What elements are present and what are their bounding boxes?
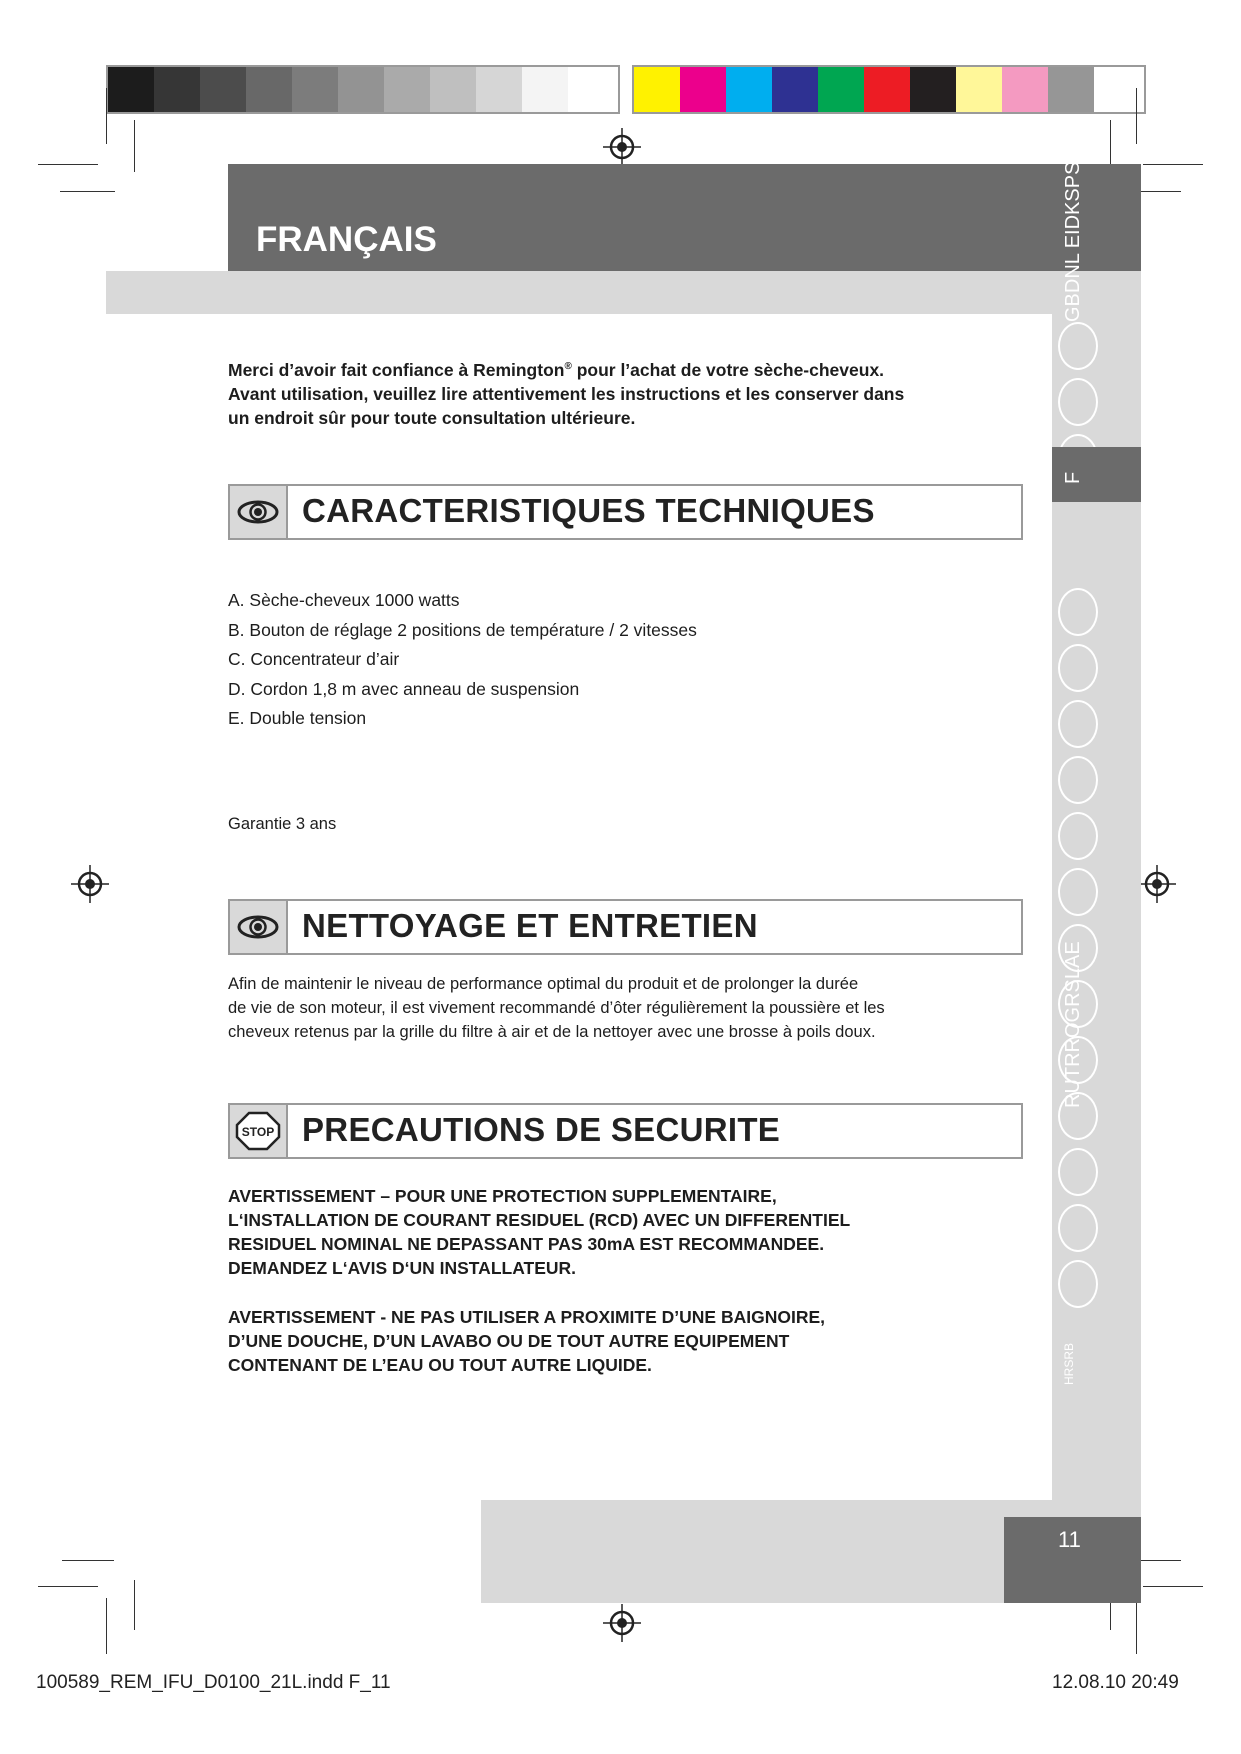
crop-mark	[106, 88, 107, 144]
grey-swatch	[200, 67, 246, 112]
grey-swatch	[384, 67, 430, 112]
crop-mark	[1136, 1598, 1137, 1654]
grey-swatch	[476, 67, 522, 112]
crop-mark	[106, 1598, 107, 1654]
crop-mark	[134, 1580, 135, 1630]
grey-swatch	[154, 67, 200, 112]
color-swatch	[1002, 67, 1048, 112]
warning-line: RESIDUEL NOMINAL NE DEPASSANT PAS 30mA EST RECOMMANDEE.	[228, 1234, 825, 1254]
grey-swatch	[292, 67, 338, 112]
page-title: FRANÇAIS	[256, 220, 437, 259]
warning-line: DEMANDEZ L‘AVIS D‘UN INSTALLATEUR.	[228, 1258, 577, 1278]
crop-mark	[1143, 164, 1203, 165]
page-number: 11	[1058, 1527, 1081, 1552]
section-icon-cell	[230, 1105, 288, 1157]
language-codes-middle: RUTRROGRSLAE	[1062, 941, 1084, 1108]
language-tab-oval[interactable]	[1058, 588, 1098, 636]
registration-mark-icon	[603, 128, 641, 166]
language-tab-oval[interactable]	[1058, 700, 1098, 748]
registration-mark-icon	[1138, 865, 1176, 903]
process-color-bar	[632, 65, 1146, 114]
section-header-specs	[228, 484, 1023, 540]
color-swatch	[864, 67, 910, 112]
spec-item: B. Bouton de réglage 2 positions de température / 2 vitesses	[228, 619, 697, 640]
language-tab-oval[interactable]	[1058, 1260, 1098, 1308]
grey-swatch	[246, 67, 292, 112]
language-tab-oval[interactable]	[1058, 644, 1098, 692]
language-codes-bottom: HRSRB	[1062, 1342, 1076, 1385]
specs-list	[228, 588, 697, 736]
language-codes-top: GBDNL EIDKSPSKCZ	[1062, 121, 1084, 322]
warning-line: AVERTISSEMENT - NE PAS UTILISER A PROXIMITE D’UNE BAIGNOIRE,	[228, 1307, 825, 1327]
crop-mark	[60, 191, 115, 192]
crop-mark	[38, 164, 98, 165]
section-header-cleaning	[228, 899, 1023, 955]
crop-mark	[62, 1560, 114, 1561]
cleaning-line: de vie de son moteur, il est vivement recommandé d’ôter régulièrement la poussière et les	[228, 999, 885, 1017]
language-code-active[interactable]: F	[1062, 471, 1084, 484]
language-tab-strip	[1052, 164, 1141, 1514]
stop-icon-label: STOP	[241, 1125, 275, 1139]
language-tab-oval[interactable]	[1058, 378, 1098, 426]
stop-icon	[235, 1111, 281, 1151]
cleaning-paragraph	[228, 972, 885, 1044]
crop-mark	[134, 120, 135, 172]
color-swatch	[910, 67, 956, 112]
registration-mark-icon	[71, 865, 109, 903]
section-title: CARACTERISTIQUES TECHNIQUES	[302, 492, 875, 529]
registered-mark: ®	[564, 361, 572, 372]
section-title: PRECAUTIONS DE SECURITE	[302, 1111, 781, 1148]
color-swatch	[818, 67, 864, 112]
footer-datetime: 12.08.10 20:49	[1052, 1672, 1179, 1693]
header-grey-band	[106, 271, 1052, 314]
intro-text: pour l’achat de votre sèche-cheveux.	[571, 359, 885, 380]
color-swatch	[772, 67, 818, 112]
grey-swatch	[108, 67, 154, 112]
grey-swatch	[430, 67, 476, 112]
crop-mark	[1136, 88, 1137, 144]
page-number-box	[1004, 1517, 1141, 1603]
spec-item: A. Sèche-cheveux 1000 watts	[228, 590, 460, 610]
spec-item: C. Concentrateur d’air	[228, 649, 400, 669]
language-tab-oval[interactable]	[1058, 812, 1098, 860]
intro-paragraph	[228, 355, 1008, 430]
eye-icon	[236, 498, 280, 526]
section-header-safety	[228, 1103, 1023, 1159]
warning-rcd	[228, 1184, 1028, 1280]
color-swatch	[1048, 67, 1094, 112]
spec-item: E. Double tension	[228, 708, 367, 728]
section-icon-cell	[230, 486, 288, 538]
page-header	[228, 164, 1141, 271]
section-title: NETTOYAGE ET ENTRETIEN	[302, 907, 758, 944]
color-swatch	[634, 67, 680, 112]
crop-mark	[38, 1586, 98, 1587]
language-tab-oval[interactable]	[1058, 1204, 1098, 1252]
greyscale-color-bar	[106, 65, 620, 114]
spec-item: D. Cordon 1,8 m avec anneau de suspension	[228, 678, 580, 699]
footer-file-info: 100589_REM_IFU_D0100_21L.indd F_11	[36, 1672, 391, 1693]
cleaning-line: Afin de maintenir le niveau de performance optimal du produit et de prolonger la durée	[228, 975, 859, 993]
warning-line: L‘INSTALLATION DE COURANT RESIDUEL (RCD) AVEC UN DIFFERENTIEL	[228, 1210, 851, 1230]
language-tab-oval[interactable]	[1058, 868, 1098, 916]
intro-text: un endroit sûr pour toute consultation ultérieure.	[228, 407, 636, 428]
color-swatch	[726, 67, 772, 112]
warranty-text: Garantie 3 ans	[228, 815, 337, 833]
crop-mark	[1143, 1586, 1203, 1587]
cleaning-line: cheveux retenus par la grille du filtre à air et de la nettoyer avec une brosse à poils doux.	[228, 1023, 876, 1041]
language-tab-oval[interactable]	[1058, 756, 1098, 804]
warning-water	[228, 1305, 1028, 1377]
intro-text: Merci d’avoir fait confiance à Remington	[228, 359, 565, 380]
language-tab-oval[interactable]	[1058, 322, 1098, 370]
color-swatch	[680, 67, 726, 112]
warning-line: AVERTISSEMENT – POUR UNE PROTECTION SUPPLEMENTAIRE,	[228, 1186, 777, 1206]
warning-line: CONTENANT DE L’EAU OU TOUT AUTRE LIQUIDE.	[228, 1355, 652, 1375]
grey-swatch	[338, 67, 384, 112]
grey-swatch	[522, 67, 568, 112]
intro-text: Avant utilisation, veuillez lire attentivement les instructions et les conserver dans	[228, 383, 905, 404]
section-icon-cell	[230, 901, 288, 953]
eye-icon	[236, 913, 280, 941]
warning-line: D’UNE DOUCHE, D’UN LAVABO OU DE TOUT AUTRE EQUIPEMENT	[228, 1331, 790, 1351]
registration-mark-icon	[603, 1604, 641, 1642]
color-swatch	[956, 67, 1002, 112]
language-tab-oval[interactable]	[1058, 1148, 1098, 1196]
